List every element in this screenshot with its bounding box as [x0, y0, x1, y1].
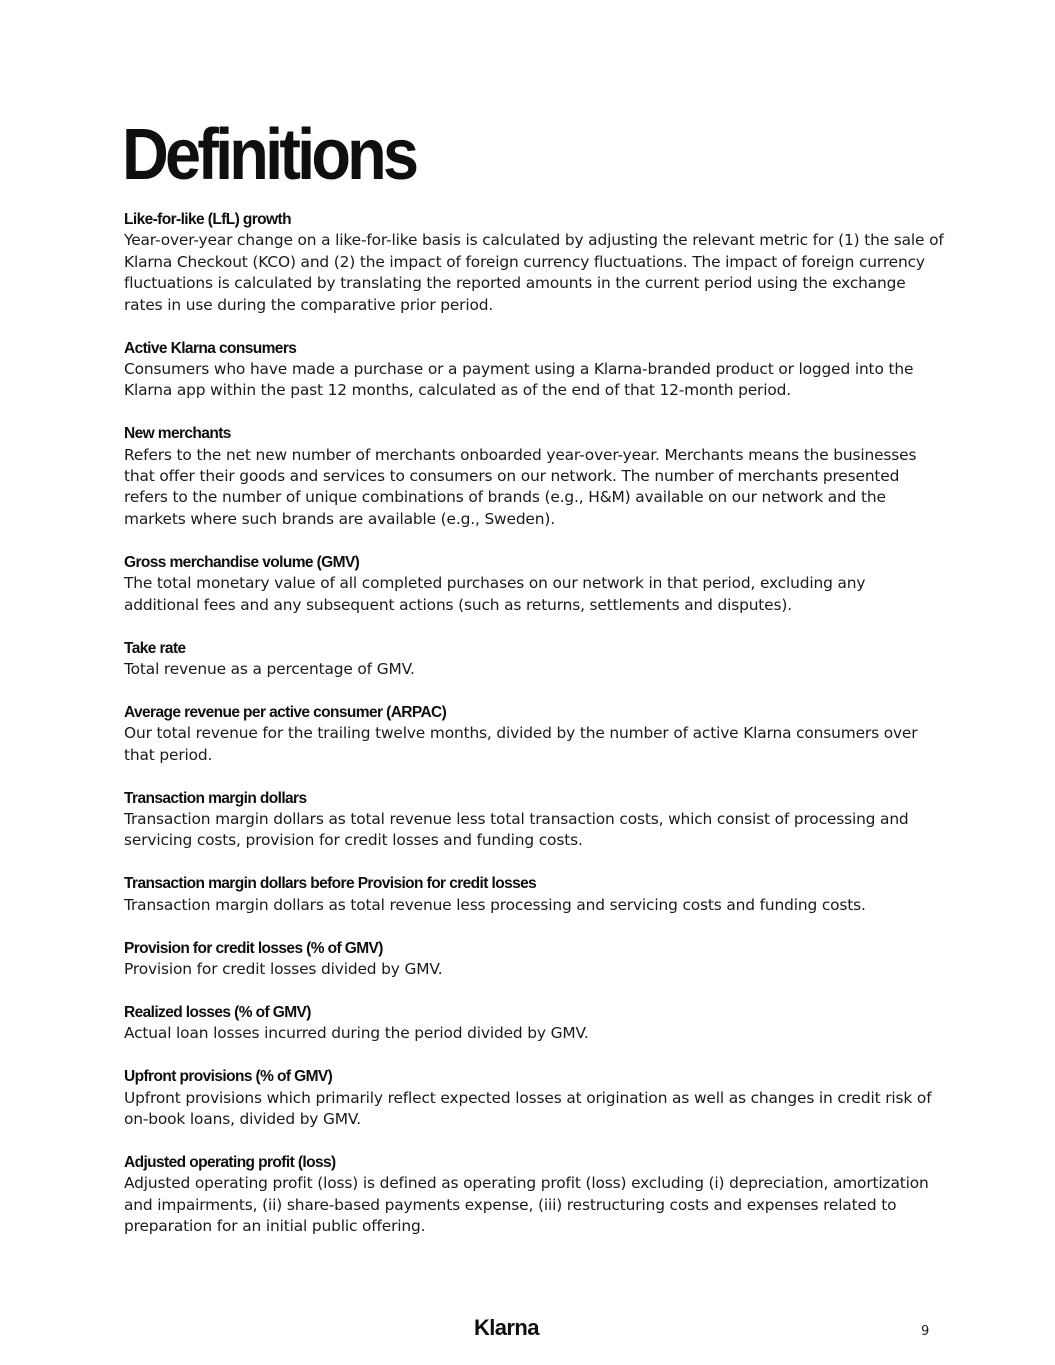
definition-item: [124, 873, 944, 916]
definition-term: Provision for credit losses (% of GMV): [124, 939, 383, 957]
definition-term: Like-for-like (LfL) growth: [124, 211, 291, 228]
klarna-logo: Klarna: [474, 1315, 539, 1340]
definition-term: Average revenue per active consumer (ARPAC): [124, 703, 447, 721]
definition-text: Total revenue as a percentage of GMV.: [124, 659, 415, 678]
page-number: 9: [921, 1324, 930, 1339]
definition-item: [124, 938, 944, 981]
definition-term: New merchants: [124, 425, 231, 443]
definition-term: Transaction margin dollars before Provision for credit losses: [124, 875, 537, 893]
definition-item: [124, 1066, 944, 1130]
page-title: Definitions: [122, 115, 416, 195]
definition-text: Transaction margin dollars as total revenue less processing and servicing costs and funding costs.: [124, 895, 866, 914]
definition-item: [124, 788, 944, 852]
definition-text: Year-over-year change on a like-for-like basis is calculated by adjusting the relevant metric for (1) the sale of Klarna Checkout (KCO) and (2) the impact of foreign currency fluctuations. The impact of foreign currency fluctuations is calculated by translating the reported amounts in the current period using the exchange rates in use during the comparative prior period.: [124, 231, 944, 314]
definition-text: Actual loan losses incurred during the period divided by GMV.: [124, 1024, 589, 1043]
definition-text: Upfront provisions which primarily reflect expected losses at origination as well as changes in credit risk of on-book loans, divided by GMV.: [124, 1088, 932, 1128]
definition-item: [124, 1152, 944, 1238]
definition-term: Adjusted operating profit (loss): [124, 1153, 336, 1171]
definition-text: Adjusted operating profit (loss) is defined as operating profit (loss) excluding (i) depreciation, amortization and impairments, (ii) share-based payments expense, (iii) restructuring costs and expenses related to preparation for an initial public offering.: [124, 1174, 929, 1236]
definition-item: [124, 552, 944, 616]
definition-item: [124, 209, 944, 316]
definition-term: Take rate: [124, 639, 186, 657]
definition-text: Our total revenue for the trailing twelve months, divided by the number of active Klarna consumers over that period.: [124, 724, 918, 764]
definition-item: [124, 1002, 944, 1045]
definition-text: Consumers who have made a purchase or a payment using a Klarna-branded product or logged into the Klarna app within the past 12 months, calculated as of the end of that 12-month period.: [124, 359, 914, 400]
definition-item: [124, 702, 944, 766]
definition-text: Transaction margin dollars as total revenue less total transaction costs, which consist of processing and servicing costs, provision for credit losses and funding costs.: [124, 809, 909, 850]
definition-text: The total monetary value of all completed purchases on our network in that period, excluding any additional fees and any subsequent actions (such as returns, settlements and disputes).: [124, 574, 866, 614]
definition-item: [124, 338, 944, 402]
definition-item: [124, 638, 944, 681]
definition-term: Active Klarna consumers: [124, 339, 297, 357]
definition-text: Refers to the net new number of merchants onboarded year-over-year. Merchants means the businesses that offer their goods and services to consumers on our network. The number of merchants presented refers to the number of unique combinations of brands (e.g., H&M) available on our network and the markets where such brands are available (e.g., Sweden).: [124, 445, 917, 528]
definition-term: Upfront provisions (% of GMV): [124, 1068, 333, 1086]
definition-item: [124, 423, 944, 530]
definition-term: Gross merchandise volume (GMV): [124, 553, 360, 571]
definition-term: Realized losses (% of GMV): [124, 1003, 311, 1021]
definition-term: Transaction margin dollars: [124, 789, 307, 807]
definition-text: Provision for credit losses divided by GMV.: [124, 959, 443, 978]
definitions-list: [124, 209, 944, 1259]
